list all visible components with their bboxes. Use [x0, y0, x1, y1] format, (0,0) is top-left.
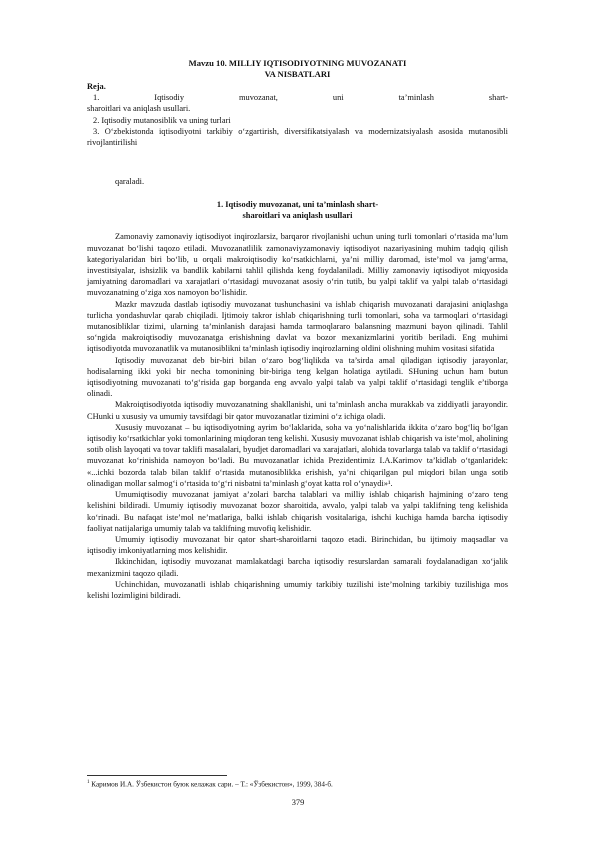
footnote-text: Каримов И.А. Ўзбекистон буюк келажак сари. – Т.: «Ўзбекистон», 1999, 384-б. [91, 780, 333, 789]
section-title [87, 199, 508, 221]
paragraph: Uchinchidan, muvozanatli ishlab chiqarishning umumiy tarkibiy tuzilishi iste’molning tarkibiy tuzilishiga mos kelishi lozimligini bildiradi. [87, 579, 508, 600]
paragraph: Makroiqtisodiyotda iqtisodiy muvozanatning shakllanishi, uni ta’minlash ancha murakkab va ziddiyatli jarayondir. CHunki u xususiy va umumiy tavsifdagi bir qator muvozanatlar tizimini o‘z ichiga oladi. [87, 400, 508, 421]
paragraph: Umumiqtisodiy muvozanat jamiyat a’zolari barcha talablari va milliy ishlab chiqarish hajmining o‘zaro teng kelishini bildiradi. Umumiy iqtisodiy muvozanat bozor sharoitida, avvalo, yalpi talab va yalpi taklifning teng kelishida ko‘rinadi. Bu nafaqat iste’mol ne’matlariga, balki ishlab chiqarish vositalariga, ishchi kuchiga hamda barcha iqtisodiy faoliyat natijalariga umumiy talab va taklifning muvofiq kelishidir. [87, 490, 508, 533]
paragraph: Umumiy iqtisodiy muvozanat bir qator shart-sharoitlarni taqozo etadi. Birinchidan, bu ijtimoiy maqsadlar va iqtisodiy imkoniyatlarning mos kelishidir. [87, 534, 508, 556]
paragraph: Zamonaviy zamonaviy iqtisodiyot inqirozlarsiz, barqaror rivojlanishi uchun uning turli tomonlari o‘rtasida ma’lum muvozanat bo‘lishi taqozo etiladi. Muvozanatlilik zamonaviyzamonaviy iqtisodiyot nazariyasining muhim tadqiq qilish kategoriyalaridan biri bo‘lib, u orqali makroiqtisodiy ko‘rsatkichlarni, ya’ni milliy daromad, iste’mol va jamg‘arma, investitsiyalar, ishsizlik va bandlik kabilarni tahlil qilishda keng foydalaniladi. Milliy zamonaviy iqtisodiyot miqyosida jamiyatning daromadlari va xarajatlari o‘rtasidagi muvozanat asosiy o‘rin tutib, bu yalpi taklif va yalpi talab o‘rtasidagi muvozanatning o‘ziga xos namoyon bo‘lishidir. [87, 232, 508, 298]
plan-item-1-line-2: sharoitlari va aniqlash usullari. [87, 104, 191, 114]
page-number: 379 [291, 798, 305, 807]
qaraladi-line: qaraladi. [115, 177, 145, 187]
blank-space [87, 148, 508, 176]
plan-item-1-line-1: 1. Iqtisodiy muvozanat, uni ta’minlash shart- [93, 93, 508, 103]
paragraph: Ikkinchidan, iqtisodiy muvozanat mamlakatdagi barcha iqtisodiy resurslardan samarali foydalanadigan xo‘jalik mexanizmini taqozo qiladi. [87, 557, 508, 578]
page-content [87, 58, 508, 601]
paragraph: Mazkr mavzuda dastlab iqtisodiy muvozanat tushunchasini va ishlab chiqarish muvozanati darajasini aniqlashga turlicha yondashuvlar qarab chiqiladi. Ijtimoiy takror ishlab chiqarishning turli tomonlari, soha va tarmoqlari o‘rtasidagi mutanosibliklar tizimi, ularning ta’minlanish darajasi hamda tarmoqlararo balansning mazmuni bayon qilinadi. Tahlil so‘ngida makroiqtisodiy muvozanatga erishishning davlat va bozor mexanizmlarini yoritib beriladi. Eng muhimi iqtisodiyotda muvozanatlik va mutanosiblikni ta’minlash iqtisodiy inqirozlarning oldini olishning muhim vositasi sifatida [87, 299, 508, 354]
section-title-line-1: 1. Iqtisodiy muvozanat, uni ta’minlash shart- [216, 200, 379, 210]
plan-item-3: 3. O‘zbekistonda iqtisodiyotni tarkibiy o‘zgartirish, diversifikatsiyalash va modernizatsiyalash asosida mutanosibli rivojlantirilishi [87, 126, 508, 148]
paragraph: Xususiy muvozanat – bu iqtisodiyotning ayrim bo‘laklarida, soha va yo‘nalishlarida ikkita o‘zaro bog‘liq bo‘lgan iqtisodiy ko‘rsatkichlar yoki tomonlarining miqdoran teng kelishi. Xususiy muvozanat ishlab chiqarish va iste’mol, aholining sotib olish layoqati va tovar taklifi masalalari, byudjet daromadlari va xarajatlari, alohida tovarlarga talab va taklif o‘rtasidagi muvozanat ko‘rinishida namoyon bo‘ladi. Bu muvozanatlar ichida Prezidentimiz I.A.Karimov ta’kidlab o‘tganlaridek: «...ichki bozorda talab bilan taklif o‘rtasida mutanosiblikka erishish, ya’ni chiqarilgan pul miqdori bilan unga sotib olinadigan mollar salmog‘i o‘rtasida to‘g‘ri nisbatni ta’minlash g‘oyat katta rol o‘ynaydi»¹. [87, 422, 508, 488]
plan-heading: Reja. [87, 82, 106, 91]
footnote-mark: 1 [87, 780, 90, 785]
paragraph: Iqtisodiy muvozanat deb bir-biri bilan o‘zaro bog‘liqlikda va ta’sirda amal qiladigan iqtisodiy jarayonlar, hodisalarning ikki yoki bir necha tomonining bir-biriga teng kelgan holatiga aytiladi. SHuning uchun ham butun iqtisodiyotning muvozanati to‘g‘risida gap borganda eng avvalo yalpi talab va yalpi taklif o‘rtasidagi tenglik e’tiborga olinadi. [87, 355, 508, 399]
section-title-line-2: sharoitlari va aniqlash usullari [242, 211, 353, 221]
plan-item-2: 2. Iqtisodiy mutanosiblik va uning turlari [93, 115, 231, 125]
chapter-title [87, 58, 508, 80]
chapter-title-line-1: Mavzu 10. MILLIY IQTISODIYOTNING MUVOZANATI [188, 58, 407, 68]
footnote [87, 778, 508, 789]
footnote-divider [87, 775, 227, 776]
chapter-title-line-2: VA NISBATLARI [264, 69, 331, 79]
